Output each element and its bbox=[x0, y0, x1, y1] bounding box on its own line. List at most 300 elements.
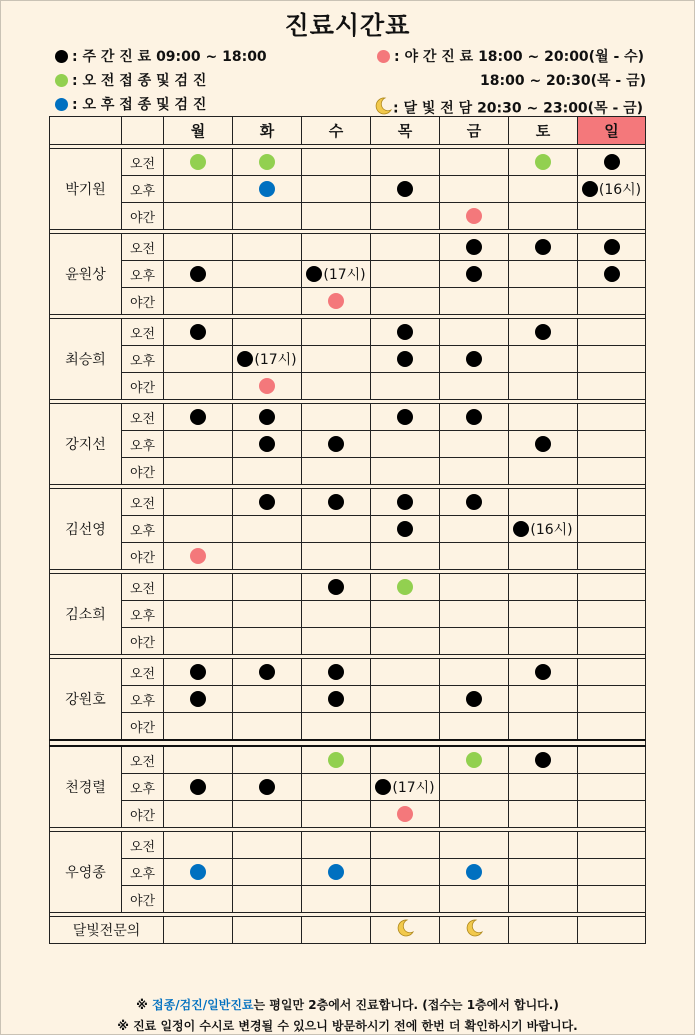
slot-label: 오후 bbox=[122, 686, 164, 713]
schedule-cell bbox=[440, 659, 509, 686]
black-dot-icon bbox=[259, 494, 275, 510]
schedule-cell bbox=[509, 203, 578, 230]
schedule-cell bbox=[233, 886, 302, 913]
doctor-name: 천경렬 bbox=[50, 746, 122, 828]
schedule-cell bbox=[578, 659, 646, 686]
moon-icon bbox=[464, 918, 484, 942]
black-dot-icon bbox=[397, 324, 413, 340]
schedule-cell bbox=[371, 859, 440, 886]
schedule-cell bbox=[578, 601, 646, 628]
schedule-cell bbox=[164, 489, 233, 516]
black-dot-icon bbox=[397, 494, 413, 510]
legend-day: : 주 간 진 료 09:00 ~ 18:00 bbox=[55, 48, 267, 66]
schedule-cell bbox=[371, 746, 440, 774]
black-dot-icon bbox=[535, 324, 551, 340]
schedule-cell bbox=[440, 628, 509, 655]
schedule-cell bbox=[233, 713, 302, 741]
schedule-cell bbox=[233, 234, 302, 261]
schedule-cell bbox=[440, 176, 509, 203]
schedule-cell bbox=[233, 346, 302, 373]
black-dot-icon bbox=[604, 154, 620, 170]
schedule-cell bbox=[164, 346, 233, 373]
schedule-cell bbox=[509, 859, 578, 886]
schedule-cell bbox=[302, 489, 371, 516]
schedule-cell bbox=[509, 628, 578, 655]
day-header: 월 bbox=[164, 117, 233, 145]
schedule-cell bbox=[440, 601, 509, 628]
slot-label: 야간 bbox=[122, 801, 164, 828]
doctor-name: 김소희 bbox=[50, 574, 122, 655]
schedule-cell bbox=[509, 801, 578, 828]
schedule-cell bbox=[578, 319, 646, 346]
schedule-row bbox=[50, 746, 646, 774]
schedule-cell bbox=[233, 431, 302, 458]
blue-dot-icon bbox=[466, 864, 482, 880]
schedule-cell bbox=[233, 176, 302, 203]
schedule-cell bbox=[233, 659, 302, 686]
schedule-cell bbox=[164, 574, 233, 601]
schedule-cell bbox=[509, 746, 578, 774]
page-title: 진료시간표 bbox=[284, 11, 411, 40]
header-blank bbox=[50, 117, 122, 145]
green-dot-icon bbox=[190, 154, 206, 170]
day-header: 수 bbox=[302, 117, 371, 145]
schedule-row bbox=[50, 832, 646, 859]
schedule-cell bbox=[509, 543, 578, 570]
schedule-cell bbox=[302, 516, 371, 543]
slot-label: 오전 bbox=[122, 832, 164, 859]
footer-line-2: ※ 진료 일정이 수시로 변경될 수 있으니 방문하시기 전에 한번 더 확인하시기 바랍니다. bbox=[117, 1019, 578, 1033]
schedule-cell bbox=[302, 574, 371, 601]
schedule-cell bbox=[164, 234, 233, 261]
schedule-cell bbox=[578, 859, 646, 886]
schedule-cell bbox=[578, 832, 646, 859]
slot-label: 야간 bbox=[122, 713, 164, 741]
schedule-cell bbox=[509, 601, 578, 628]
schedule-cell bbox=[164, 886, 233, 913]
schedule-cell bbox=[233, 543, 302, 570]
legend-moon: : 달 빛 전 담 20:30 ~ 23:00(목 - 금) bbox=[373, 96, 643, 121]
schedule-cell bbox=[233, 489, 302, 516]
time-note: (17시) bbox=[323, 267, 366, 283]
footer-word-general: 일반진료 bbox=[207, 998, 254, 1012]
schedule-cell bbox=[371, 404, 440, 431]
schedule-cell bbox=[440, 543, 509, 570]
black-dot-icon bbox=[55, 50, 68, 63]
schedule-cell bbox=[233, 373, 302, 400]
schedule-cell bbox=[164, 746, 233, 774]
schedule-cell bbox=[509, 404, 578, 431]
schedule-cell bbox=[164, 288, 233, 315]
schedule-cell bbox=[233, 859, 302, 886]
black-dot-icon bbox=[513, 521, 529, 537]
schedule-row bbox=[50, 288, 646, 315]
schedule-cell bbox=[233, 574, 302, 601]
schedule-cell bbox=[302, 149, 371, 176]
green-dot-icon bbox=[259, 154, 275, 170]
schedule-cell bbox=[302, 832, 371, 859]
schedule-cell bbox=[233, 686, 302, 713]
black-dot-icon bbox=[237, 351, 253, 367]
schedule-cell bbox=[233, 149, 302, 176]
schedule-cell bbox=[440, 404, 509, 431]
schedule-cell bbox=[440, 746, 509, 774]
schedule-cell bbox=[578, 686, 646, 713]
slot-label: 야간 bbox=[122, 458, 164, 485]
moon-icon bbox=[395, 918, 415, 942]
slot-label: 오후 bbox=[122, 176, 164, 203]
pink-dot-icon bbox=[466, 208, 482, 224]
day-header: 목 bbox=[371, 117, 440, 145]
schedule-row bbox=[50, 261, 646, 288]
schedule-cell bbox=[302, 458, 371, 485]
day-header: 금 bbox=[440, 117, 509, 145]
schedule-cell bbox=[578, 404, 646, 431]
schedule-cell bbox=[164, 713, 233, 741]
day-header-sunday: 일 bbox=[578, 117, 646, 145]
schedule-cell bbox=[164, 373, 233, 400]
schedule-cell bbox=[164, 686, 233, 713]
slot-label: 오전 bbox=[122, 149, 164, 176]
schedule-cell bbox=[233, 801, 302, 828]
schedule-cell bbox=[302, 774, 371, 801]
slot-label: 오전 bbox=[122, 319, 164, 346]
schedule-cell bbox=[440, 489, 509, 516]
moon-cell bbox=[509, 917, 578, 944]
slot-label: 오후 bbox=[122, 261, 164, 288]
schedule-cell bbox=[302, 176, 371, 203]
schedule-cell bbox=[164, 404, 233, 431]
schedule-cell bbox=[578, 489, 646, 516]
schedule-cell bbox=[578, 628, 646, 655]
schedule-cell bbox=[578, 774, 646, 801]
schedule-cell bbox=[164, 801, 233, 828]
schedule-cell bbox=[302, 346, 371, 373]
schedule-cell bbox=[302, 373, 371, 400]
black-dot-icon bbox=[190, 324, 206, 340]
schedule-row bbox=[50, 713, 646, 741]
schedule-cell bbox=[440, 516, 509, 543]
schedule-row bbox=[50, 516, 646, 543]
pink-dot-icon bbox=[328, 293, 344, 309]
pink-dot-icon bbox=[190, 548, 206, 564]
green-dot-icon bbox=[397, 579, 413, 595]
slot-label: 오전 bbox=[122, 659, 164, 686]
schedule-cell bbox=[578, 149, 646, 176]
schedule-cell bbox=[233, 832, 302, 859]
moon-cell bbox=[578, 917, 646, 944]
schedule-cell bbox=[578, 234, 646, 261]
green-dot-icon bbox=[328, 752, 344, 768]
slot-label: 오후 bbox=[122, 516, 164, 543]
schedule-cell bbox=[578, 713, 646, 741]
schedule-cell bbox=[233, 774, 302, 801]
black-dot-icon bbox=[259, 664, 275, 680]
slot-label: 오후 bbox=[122, 774, 164, 801]
schedule-row bbox=[50, 543, 646, 570]
schedule-cell bbox=[440, 886, 509, 913]
schedule-cell bbox=[440, 574, 509, 601]
doctor-name: 강원호 bbox=[50, 659, 122, 741]
black-dot-icon bbox=[535, 664, 551, 680]
schedule-cell bbox=[233, 458, 302, 485]
schedule-cell bbox=[440, 149, 509, 176]
schedule-cell bbox=[233, 404, 302, 431]
schedule-cell bbox=[371, 516, 440, 543]
schedule-cell bbox=[302, 628, 371, 655]
schedule-cell bbox=[233, 319, 302, 346]
black-dot-icon bbox=[466, 691, 482, 707]
schedule-cell bbox=[302, 886, 371, 913]
schedule-cell bbox=[164, 516, 233, 543]
doctor-name: 최승희 bbox=[50, 319, 122, 400]
schedule-cell bbox=[371, 713, 440, 741]
schedule-cell bbox=[371, 431, 440, 458]
pink-dot-icon bbox=[377, 50, 390, 63]
schedule-cell bbox=[233, 628, 302, 655]
schedule-cell bbox=[302, 234, 371, 261]
slot-label: 오전 bbox=[122, 234, 164, 261]
schedule-cell bbox=[371, 346, 440, 373]
slot-label: 야간 bbox=[122, 628, 164, 655]
footer-line-1: ※ 접종/검진/일반진료는 평일만 2층에서 진료합니다. (접수는 1층에서 합니다.) bbox=[136, 998, 559, 1012]
schedule-cell bbox=[578, 458, 646, 485]
legend-night: : 야 간 진 료 18:00 ~ 20:00(월 - 수) bbox=[377, 48, 644, 66]
schedule-cell bbox=[233, 746, 302, 774]
schedule-row bbox=[50, 601, 646, 628]
doctor-name: 박기원 bbox=[50, 149, 122, 230]
schedule-cell bbox=[371, 149, 440, 176]
doctor-name: 우영종 bbox=[50, 832, 122, 913]
black-dot-icon bbox=[466, 351, 482, 367]
schedule-cell bbox=[302, 288, 371, 315]
schedule-cell bbox=[509, 261, 578, 288]
schedule-row bbox=[50, 886, 646, 913]
schedule-cell bbox=[509, 319, 578, 346]
schedule-cell bbox=[371, 543, 440, 570]
schedule-row bbox=[50, 176, 646, 203]
schedule-cell bbox=[233, 288, 302, 315]
footer-word-vaccination: 접종 bbox=[152, 998, 176, 1012]
schedule-cell bbox=[509, 489, 578, 516]
blue-dot-icon bbox=[55, 98, 68, 111]
time-note: (17시) bbox=[254, 352, 297, 368]
schedule-row bbox=[50, 404, 646, 431]
black-dot-icon bbox=[328, 436, 344, 452]
black-dot-icon bbox=[190, 266, 206, 282]
moon-cell bbox=[302, 917, 371, 944]
schedule-cell bbox=[164, 659, 233, 686]
schedule-cell bbox=[509, 373, 578, 400]
black-dot-icon bbox=[397, 181, 413, 197]
schedule-cell bbox=[164, 431, 233, 458]
schedule-cell bbox=[509, 659, 578, 686]
schedule-cell bbox=[371, 489, 440, 516]
black-dot-icon bbox=[466, 266, 482, 282]
schedule-cell bbox=[440, 234, 509, 261]
schedule-cell bbox=[302, 713, 371, 741]
schedule-cell bbox=[371, 801, 440, 828]
schedule-cell bbox=[440, 774, 509, 801]
schedule-row bbox=[50, 373, 646, 400]
doctor-name: 김선영 bbox=[50, 489, 122, 570]
schedule-cell bbox=[578, 431, 646, 458]
schedule-cell bbox=[440, 832, 509, 859]
slot-label: 야간 bbox=[122, 543, 164, 570]
black-dot-icon bbox=[535, 436, 551, 452]
black-dot-icon bbox=[582, 181, 598, 197]
slot-label: 오전 bbox=[122, 404, 164, 431]
schedule-cell bbox=[578, 373, 646, 400]
schedule-cell bbox=[233, 261, 302, 288]
black-dot-icon bbox=[328, 494, 344, 510]
schedule-cell bbox=[164, 319, 233, 346]
schedule-cell bbox=[578, 346, 646, 373]
footer-word-checkup: 검진 bbox=[179, 998, 203, 1012]
doctor-name: 강지선 bbox=[50, 404, 122, 485]
black-dot-icon bbox=[397, 521, 413, 537]
schedule-cell bbox=[371, 886, 440, 913]
moon-row-label: 달빛전문의 bbox=[50, 917, 164, 944]
schedule-cell bbox=[233, 203, 302, 230]
schedule-cell bbox=[578, 574, 646, 601]
schedule-cell bbox=[509, 574, 578, 601]
schedule-row bbox=[50, 234, 646, 261]
slot-label: 야간 bbox=[122, 203, 164, 230]
slot-label: 오전 bbox=[122, 574, 164, 601]
slot-label: 야간 bbox=[122, 886, 164, 913]
schedule-cell bbox=[440, 686, 509, 713]
schedule-cell bbox=[371, 686, 440, 713]
schedule-cell bbox=[302, 261, 371, 288]
black-dot-icon bbox=[190, 664, 206, 680]
schedule-cell bbox=[509, 149, 578, 176]
schedule-cell bbox=[302, 404, 371, 431]
schedule-cell bbox=[302, 686, 371, 713]
black-dot-icon bbox=[190, 409, 206, 425]
slot-label: 오전 bbox=[122, 489, 164, 516]
schedule-row bbox=[50, 686, 646, 713]
schedule-cell bbox=[233, 601, 302, 628]
schedule-cell bbox=[509, 288, 578, 315]
schedule-cell bbox=[371, 234, 440, 261]
schedule-cell bbox=[509, 234, 578, 261]
schedule-cell bbox=[302, 746, 371, 774]
schedule-cell bbox=[440, 431, 509, 458]
schedule-cell bbox=[440, 319, 509, 346]
schedule-row bbox=[50, 659, 646, 686]
time-note: (16시) bbox=[530, 522, 573, 538]
black-dot-icon bbox=[397, 409, 413, 425]
time-note: (17시) bbox=[392, 780, 435, 796]
schedule-cell bbox=[440, 346, 509, 373]
schedule-cell bbox=[302, 543, 371, 570]
slot-label: 야간 bbox=[122, 373, 164, 400]
black-dot-icon bbox=[306, 266, 322, 282]
day-header: 토 bbox=[509, 117, 578, 145]
blue-dot-icon bbox=[328, 864, 344, 880]
black-dot-icon bbox=[190, 779, 206, 795]
schedule-row bbox=[50, 346, 646, 373]
black-dot-icon bbox=[466, 494, 482, 510]
schedule-cell bbox=[371, 628, 440, 655]
schedule-cell bbox=[509, 713, 578, 741]
moon-cell bbox=[371, 917, 440, 944]
schedule-row bbox=[50, 801, 646, 828]
schedule-cell bbox=[578, 543, 646, 570]
schedule-cell bbox=[440, 288, 509, 315]
schedule-cell bbox=[371, 574, 440, 601]
schedule-cell bbox=[164, 601, 233, 628]
black-dot-icon bbox=[397, 351, 413, 367]
header-row bbox=[50, 117, 646, 145]
schedule-cell bbox=[509, 458, 578, 485]
schedule-cell bbox=[233, 516, 302, 543]
schedule-cell bbox=[371, 659, 440, 686]
schedule-cell bbox=[578, 746, 646, 774]
schedule-row bbox=[50, 774, 646, 801]
schedule-cell bbox=[440, 859, 509, 886]
slot-label: 오후 bbox=[122, 346, 164, 373]
moon-cell bbox=[233, 917, 302, 944]
blue-dot-icon bbox=[259, 181, 275, 197]
schedule-cell bbox=[164, 859, 233, 886]
slot-label: 오후 bbox=[122, 431, 164, 458]
day-header: 화 bbox=[233, 117, 302, 145]
schedule-cell bbox=[578, 516, 646, 543]
schedule-cell bbox=[164, 628, 233, 655]
schedule-cell bbox=[371, 261, 440, 288]
schedule-cell bbox=[509, 832, 578, 859]
green-dot-icon bbox=[466, 752, 482, 768]
schedule-cell bbox=[302, 203, 371, 230]
black-dot-icon bbox=[535, 752, 551, 768]
schedule-cell bbox=[302, 431, 371, 458]
schedule-cell bbox=[371, 176, 440, 203]
schedule-cell bbox=[164, 176, 233, 203]
moon-doctor-row bbox=[50, 917, 646, 944]
schedule-cell bbox=[164, 774, 233, 801]
green-dot-icon bbox=[535, 154, 551, 170]
schedule-cell bbox=[164, 203, 233, 230]
green-dot-icon bbox=[55, 74, 68, 87]
schedule-cell bbox=[302, 601, 371, 628]
schedule-row bbox=[50, 628, 646, 655]
schedule-cell bbox=[302, 859, 371, 886]
slot-label: 오후 bbox=[122, 859, 164, 886]
black-dot-icon bbox=[328, 579, 344, 595]
schedule-cell bbox=[371, 458, 440, 485]
schedule-cell bbox=[164, 458, 233, 485]
black-dot-icon bbox=[535, 239, 551, 255]
schedule-cell bbox=[371, 288, 440, 315]
schedule-row bbox=[50, 574, 646, 601]
black-dot-icon bbox=[466, 239, 482, 255]
doctor-name: 윤원상 bbox=[50, 234, 122, 315]
schedule-cell bbox=[509, 686, 578, 713]
schedule-row bbox=[50, 458, 646, 485]
black-dot-icon bbox=[466, 409, 482, 425]
black-dot-icon bbox=[375, 779, 391, 795]
schedule-cell bbox=[440, 713, 509, 741]
schedule-row bbox=[50, 319, 646, 346]
pink-dot-icon bbox=[397, 806, 413, 822]
schedule-cell bbox=[302, 659, 371, 686]
black-dot-icon bbox=[190, 691, 206, 707]
schedule-body bbox=[50, 145, 646, 944]
schedule-cell bbox=[509, 516, 578, 543]
moon-cell bbox=[164, 917, 233, 944]
